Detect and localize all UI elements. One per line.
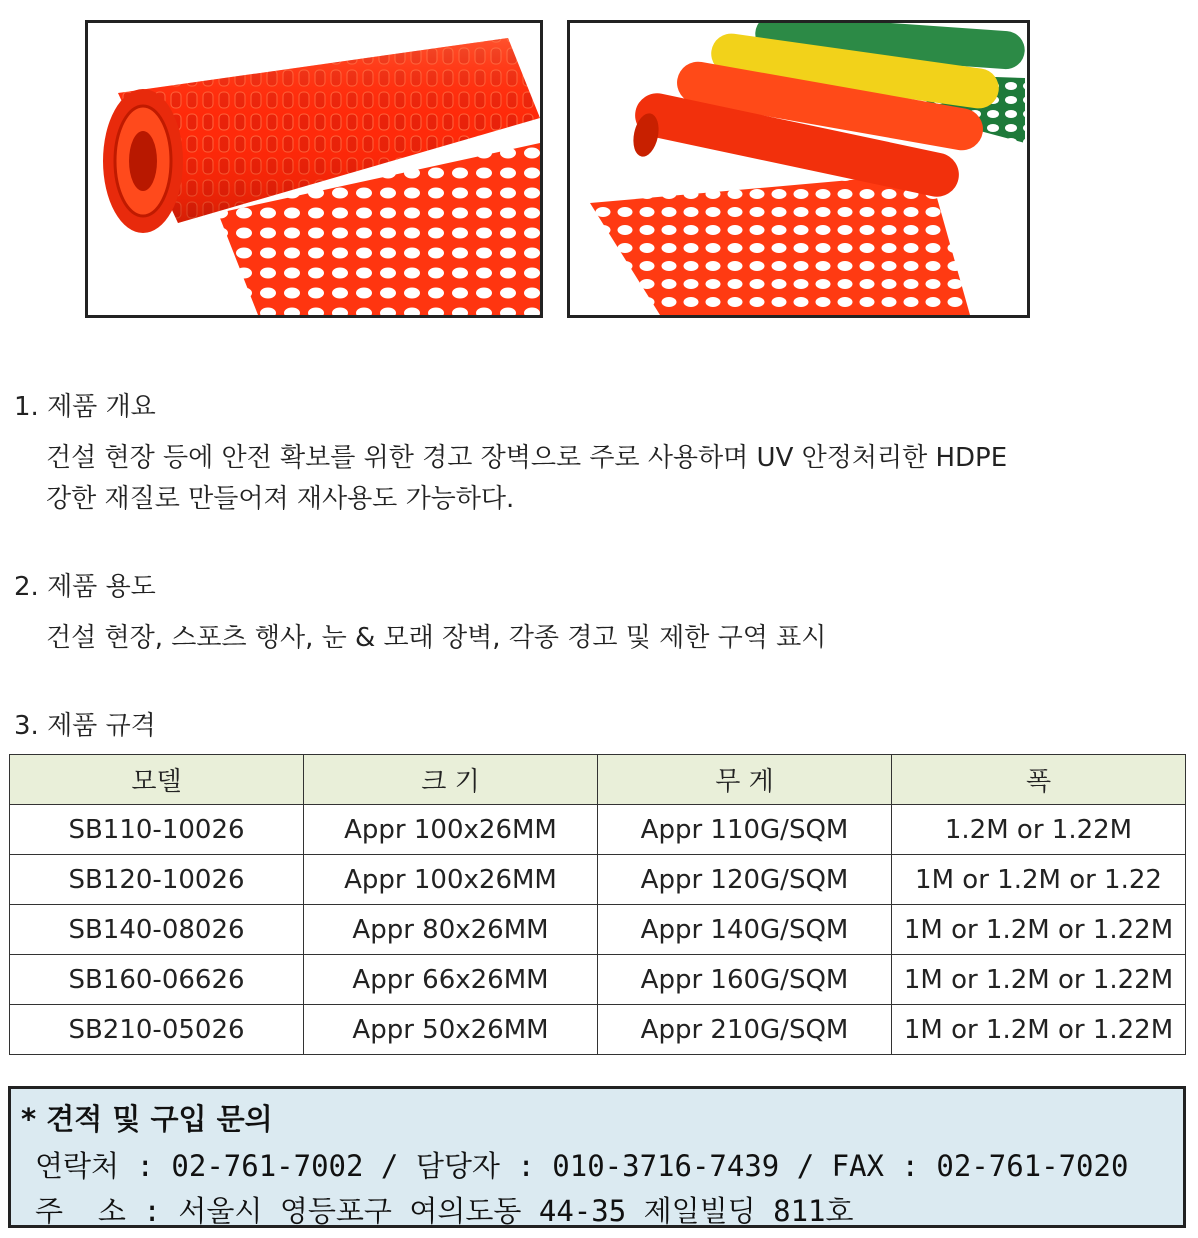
product-photo-color-rolls [567,20,1030,318]
cell-model: SB110-10026 [10,805,304,855]
cell-size: Appr 66x26MM [304,955,598,1005]
cell-model: SB160-06626 [10,955,304,1005]
cell-width: 1M or 1.2M or 1.22M [892,955,1186,1005]
column-header-size: 크 기 [304,755,598,805]
cell-model: SB140-08026 [10,905,304,955]
cell-weight: Appr 140G/SQM [598,905,892,955]
section-heading-overview: 1. 제품 개요 [14,392,156,422]
cell-size: Appr 100x26MM [304,805,598,855]
product-photo-orange-roll [85,20,543,318]
column-header-model: 모델 [10,755,304,805]
overview-line-2: 강한 재질로 만들어져 재사용도 가능하다. [46,484,515,514]
table-row [10,955,1186,1005]
contact-title: * 견적 및 구입 문의 [21,1102,273,1136]
cell-size: Appr 50x26MM [304,1005,598,1055]
cell-weight: Appr 110G/SQM [598,805,892,855]
column-header-weight: 무 게 [598,755,892,805]
cell-width: 1M or 1.2M or 1.22M [892,1005,1186,1055]
spec-table-header-row [10,755,1186,805]
cell-weight: Appr 160G/SQM [598,955,892,1005]
cell-weight: Appr 120G/SQM [598,855,892,905]
color-fence-rolls-image [570,23,1027,315]
orange-fence-roll-image [88,23,540,315]
contact-address-line: 주 소 : 서울시 영등포구 여의도동 44-35 제일빌딩 811호 [35,1194,854,1228]
cell-width: 1M or 1.2M or 1.22M [892,905,1186,955]
contact-box [8,1086,1186,1228]
column-header-width: 폭 [892,755,1186,805]
table-row [10,805,1186,855]
contact-phone-line: 연락처 : 02-761-7002 / 담당자 : 010-3716-7439 / FAX : 02-761-7020 [35,1149,1129,1183]
section-heading-usage: 2. 제품 용도 [14,572,156,602]
section-heading-spec: 3. 제품 규격 [14,711,156,741]
spec-table [9,754,1186,1055]
table-row [10,905,1186,955]
table-row [10,855,1186,905]
cell-size: Appr 80x26MM [304,905,598,955]
cell-width: 1M or 1.2M or 1.22 [892,855,1186,905]
cell-weight: Appr 210G/SQM [598,1005,892,1055]
usage-text: 건설 현장, 스포츠 행사, 눈 & 모래 장벽, 각종 경고 및 제한 구역 표시 [46,623,827,653]
table-row [10,1005,1186,1055]
cell-size: Appr 100x26MM [304,855,598,905]
overview-line-1: 건설 현장 등에 안전 확보를 위한 경고 장벽으로 주로 사용하며 UV 안정처리한 HDPE [46,443,1008,473]
cell-model: SB210-05026 [10,1005,304,1055]
cell-model: SB120-10026 [10,855,304,905]
cell-width: 1.2M or 1.22M [892,805,1186,855]
